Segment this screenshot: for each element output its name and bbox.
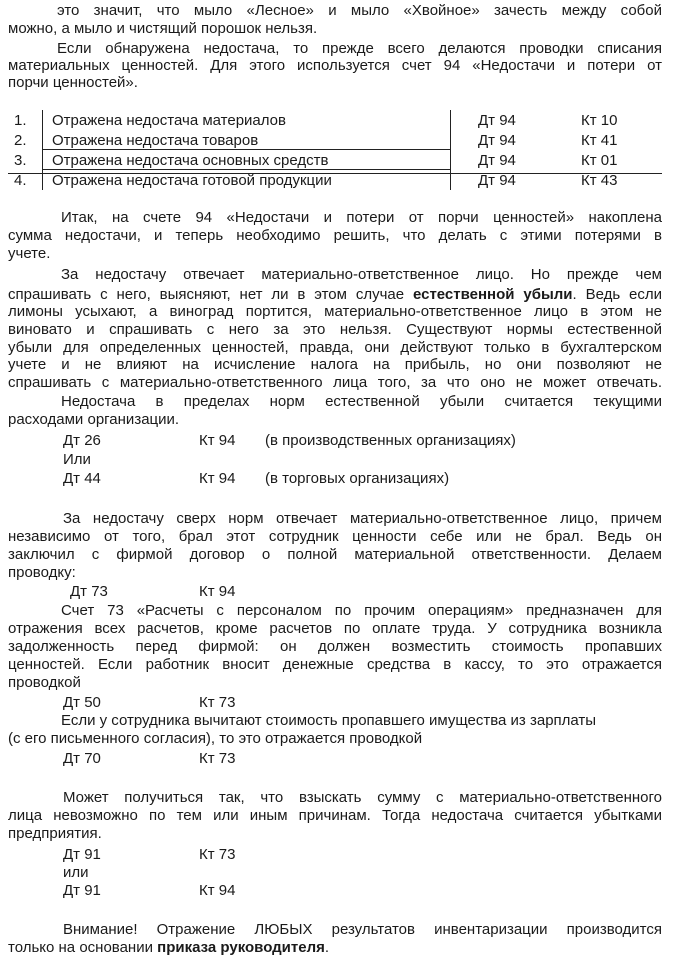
text-line: расходами организации. xyxy=(8,411,180,428)
text-line: виновато и спрашивать с него за это нельзя. Существуют нормы естественной xyxy=(8,321,662,338)
text-line: убыли для определенных ценностей, правда, они действуют только в бухгалтерском xyxy=(8,339,662,356)
text-line: задолженность перед фирмой: он должен возместить стоимость пропавших xyxy=(8,638,662,655)
text-line: Если у сотрудника вычитают стоимость пропавшего имущества из зарплаты xyxy=(61,712,597,729)
text-run: . xyxy=(324,939,330,956)
text-line: можно, а мыло и чистящий порошок нельзя. xyxy=(8,20,318,37)
entry-credit: Кт 94 xyxy=(199,583,236,600)
text-line xyxy=(8,939,662,956)
row-credit: Кт 41 xyxy=(581,132,618,149)
row-debit: Дт 94 xyxy=(478,112,516,129)
text-line: учете. xyxy=(8,245,51,262)
text-line: материальных ценностей. Для этого используется счет 94 «Недостачи и потери от xyxy=(8,57,662,74)
text-line: Счет 73 «Расчеты с персоналом по прочим операциям» предназначен для xyxy=(61,602,662,619)
text-line: учете и не влияют на исчисление налога на прибыль, но они позволяют не xyxy=(8,356,662,373)
text-line: Может получиться так, что взыскать сумму с материально-ответственного xyxy=(63,789,662,806)
row-debit: Дт 94 xyxy=(478,172,516,189)
text-run: спрашивать с него, выясняют, нет ли в этом случае xyxy=(8,286,413,303)
entry-debit: Дт 50 xyxy=(63,694,101,711)
text-line: Итак, на счете 94 «Недостачи и потери от порчи ценностей» накоплена xyxy=(61,209,662,226)
row-description: Отражена недостача материалов xyxy=(52,112,286,129)
row-credit: Кт 01 xyxy=(581,152,618,169)
row-number: 2. xyxy=(14,132,27,149)
entry-debit: Дт 44 xyxy=(63,470,101,487)
bold-term: естественной убыли xyxy=(412,286,573,303)
text-line: предприятия. xyxy=(8,825,102,842)
text-line: заключил с фирмой договор о полной материальной ответственности. Делаем xyxy=(8,546,662,563)
entry-credit: Кт 94 xyxy=(199,432,236,449)
text-line: ценностей. Если работник вносит денежные средства в кассу, то это отражается xyxy=(8,656,662,673)
entry-debit: Дт 26 xyxy=(63,432,101,449)
entry-debit: Дт 91 xyxy=(63,882,101,899)
entry-credit: Кт 73 xyxy=(199,750,236,767)
text-line: спрашивать с материально-ответственного лица того, за что оно не может отвечать. xyxy=(8,374,662,391)
text-line: проводкой xyxy=(8,674,81,691)
text-line: лимоны усыхают, а виноград портится, материально-ответственное лицо в этом не xyxy=(8,303,662,320)
entry-debit: Дт 70 xyxy=(63,750,101,767)
entry-credit: Кт 94 xyxy=(199,882,236,899)
table-row xyxy=(8,170,662,190)
entry-debit: Дт 91 xyxy=(63,846,101,863)
row-number: 4. xyxy=(14,172,27,189)
table-row xyxy=(8,130,662,150)
entry-or: Или xyxy=(63,451,91,468)
entry-credit: Кт 94 xyxy=(199,470,236,487)
table-row xyxy=(8,110,662,130)
text-line: (с его письменного согласия), то это отражается проводкой xyxy=(8,730,423,747)
row-debit: Дт 94 xyxy=(478,132,516,149)
table-row xyxy=(8,150,662,170)
row-credit: Кт 43 xyxy=(581,172,618,189)
entry-debit: Дт 73 xyxy=(70,583,108,600)
row-description: Отражена недостача основных средств xyxy=(52,152,329,169)
text-line: отражения всех расчетов, кроме расчетов по оплате труда. У сотрудника возникла xyxy=(8,620,662,637)
text-line: это значит, что мыло «Лесное» и мыло «Хвойное» зачесть между собой xyxy=(57,2,662,19)
text-line: Недостача в пределах норм естественной убыли считается текущими xyxy=(61,393,662,410)
text-run: только на основании xyxy=(8,939,158,956)
text-line: лица невозможно по тем или иным причинам. Тогда недостача считается убытками xyxy=(8,807,662,824)
text-line: независимо от того, брал этот сотрудник ценности себе или не брал. Ведь он xyxy=(8,528,662,545)
row-debit: Дт 94 xyxy=(478,152,516,169)
bold-term: приказа руководителя xyxy=(157,939,325,956)
row-number: 3. xyxy=(14,152,27,169)
entry-or: или xyxy=(63,864,89,881)
text-line: порчи ценностей». xyxy=(8,74,138,91)
entry-note: (в производственных организациях) xyxy=(265,432,516,449)
row-credit: Кт 10 xyxy=(581,112,618,129)
row-number: 1. xyxy=(14,112,27,129)
text-line: сумма недостачи, и теперь необходимо решить, что делать с этими потерями в xyxy=(8,227,662,244)
text-line: проводку: xyxy=(8,564,76,581)
row-description: Отражена недостача товаров xyxy=(52,132,259,149)
entry-credit: Кт 73 xyxy=(199,846,236,863)
entry-credit: Кт 73 xyxy=(199,694,236,711)
entry-note: (в торговых организациях) xyxy=(265,470,450,487)
text-line: За недостачу сверх норм отвечает материально-ответственное лицо, причем xyxy=(63,510,662,527)
text-line: За недостачу отвечает материально-ответственное лицо. Но прежде чем xyxy=(61,266,662,283)
text-line xyxy=(8,286,662,303)
text-run: . Ведь если xyxy=(572,286,663,303)
text-line: Внимание! Отражение ЛЮБЫХ результатов инвентаризации производится xyxy=(63,921,662,938)
row-description: Отражена недостача готовой продукции xyxy=(52,172,332,189)
text-line: Если обнаружена недостача, то прежде всего делаются проводки списания xyxy=(57,40,662,57)
